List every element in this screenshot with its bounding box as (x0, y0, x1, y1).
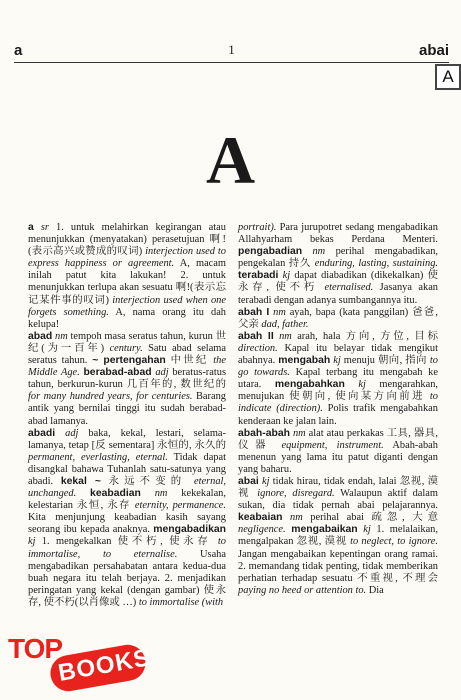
dictionary-entry (28, 428, 226, 609)
italic-gloss: the Middle Age. (28, 355, 226, 379)
italic-gloss: direction. (238, 342, 278, 354)
left-guide-word: a (14, 42, 23, 59)
dictionary-entry (238, 476, 438, 597)
definition-text: A, nama orang itu dah kelupa! (28, 306, 226, 330)
headword: berabad-abad (83, 367, 152, 379)
definition-text: alat atau perkakas 工具, 器具, 仪器 (238, 427, 438, 451)
page-header (14, 40, 449, 62)
definition-text: tempoh masa seratus tahun, kurun 世纪(为一百年) (28, 330, 226, 354)
watermark-books-text: BOOKS (56, 644, 153, 687)
italic-gloss: to neglect, to ignore. (350, 536, 438, 548)
definition-text: Kapal terbang itu mengabah ke utara. (238, 367, 438, 391)
dictionary-entry (238, 428, 438, 476)
headword: abad (28, 330, 53, 342)
definition-text: kekekalan, kelestarian 永恒, 永存 (28, 488, 226, 512)
definition-text: dapat diabadikan (dikekalkan) 使永存, 使不朽 (238, 270, 438, 294)
right-column (238, 222, 438, 597)
definition-text: tidak hirau, tidak endah, lalai 忽视, 漠视 (238, 475, 438, 500)
headword: mengabaikan (291, 524, 358, 536)
headword: mengabahkan (274, 379, 345, 391)
italic-gloss: eternalised. (324, 282, 374, 294)
italic-gloss: nm (269, 306, 290, 318)
headword: kekal ~ (60, 475, 101, 487)
definition-text: perihal mengabadikan, pengekalan 持久 (238, 246, 438, 270)
definition-text: 1. mengekalkan 使不朽, 使永存 (41, 536, 218, 548)
italic-gloss: kj (330, 355, 344, 367)
italic-gloss: enduring, lasting, sustaining. (314, 258, 438, 270)
watermark-top-text: TOP (8, 633, 63, 664)
definition-text: Walaupun aktif dalam sukan, dia tidak pernah abai pelajarannya. (238, 488, 438, 512)
definition-text: Jasanya akan terabadi dengan adanya sumbangannya itu. (238, 282, 439, 306)
headword: abah-abah (238, 427, 290, 439)
italic-gloss: sr (33, 222, 57, 233)
definition-text: 中世纪 (165, 355, 214, 367)
definition-text: 1. untuk melahirkan kegirangan atau menunjukkan (menyatakan) perasetujuan 啊!(表示高兴或赞成的叹词) (28, 222, 226, 258)
definition-text: Para jurupotret sedang mengabadikan Allahyarham bekas Perdana Menteri. (238, 222, 438, 246)
definition-text (76, 488, 90, 499)
italic-gloss: nm (289, 427, 309, 439)
thumb-index-tab (435, 64, 461, 90)
italic-gloss: century. (109, 342, 143, 354)
italic-gloss: for many hundred years, for centuries. (28, 391, 193, 403)
italic-gloss: negligence. (238, 524, 286, 536)
definition-text: Dia (366, 584, 384, 596)
italic-gloss: eternity, permanence. (134, 500, 226, 512)
italic-gloss: kj (28, 536, 42, 548)
definition-text: Kita menjunjung keabadian kasih sayang seorang ibu kepada anaknya. (28, 512, 226, 536)
italic-gloss: interjection used when one forgets something. (28, 294, 226, 318)
thumb-index-letter: A (437, 66, 459, 88)
italic-gloss: permanent, everlasting, eternal. (28, 451, 168, 463)
headword: keabadian (90, 488, 141, 500)
definition-text: Satu abad selama seratus tahun. (28, 342, 226, 367)
italic-gloss: kj (258, 475, 273, 487)
right-guide-word: abai (418, 42, 449, 59)
headword: keabaian (238, 512, 283, 524)
italic-gloss: adj (55, 427, 89, 439)
italic-gloss: nm (282, 512, 311, 524)
headword: terabadi (238, 270, 279, 282)
italic-gloss: kj (344, 379, 380, 391)
page-number: 1 (228, 42, 235, 57)
definition-text: Kapal itu belayar tidak mengikut abahnya. (238, 342, 438, 367)
italic-gloss: to go towards. (238, 355, 439, 379)
headword: mengabadikan (153, 524, 226, 536)
definition-text: Tidak dapat disangkal bahawa Tuhanlah satu-satunya yang abadi. (28, 451, 226, 487)
definition-text: perihal abai 疏忽, 大意 (310, 512, 438, 524)
headword: ~ pertengahan (92, 355, 166, 367)
definition-text: ayah, bapa (kata panggilan) 爸爸, 父亲 (238, 306, 438, 330)
definition-text: arah, hala 方向, 方位, 目标 (297, 330, 438, 342)
dictionary-entry (28, 331, 226, 428)
italic-gloss: portrait). (238, 222, 277, 233)
italic-gloss: paying no heed or attention to. (238, 584, 367, 596)
definition-text: Polis trafik mengabahkan kenderaan ke jalan lain. (238, 403, 438, 427)
italic-gloss: kj (357, 524, 377, 536)
italic-gloss: nm (302, 246, 336, 258)
italic-gloss: nm (273, 330, 298, 342)
headword: abah II (238, 330, 274, 342)
headword: mengabah (278, 355, 331, 367)
headword: abadi (28, 427, 56, 439)
definition-text: Usaha mengabadikan persahabatan antara kedua-dua buah negara itu telah berjaya. 2. menjadikan peringatan yang kekal (dengan gambar) 使永存, 使不朽(以肖像或 …) (28, 548, 226, 608)
headword: a (28, 222, 34, 233)
italic-gloss: nm (140, 488, 182, 500)
italic-gloss: eternal, unchanged. (28, 475, 226, 500)
section-letter: A (205, 122, 256, 198)
dictionary-entry (238, 222, 438, 307)
italic-gloss: dad, father. (261, 318, 309, 330)
definition-text: Barang antik yang bernilai tinggi itu sudah berabad-abad lamanya. (28, 391, 227, 427)
headword: abai (238, 475, 259, 487)
italic-gloss: to indicate (direction). (238, 391, 438, 415)
topbooks-watermark (0, 632, 174, 700)
italic-gloss: ignore, disregard. (257, 488, 335, 500)
italic-gloss: to immortalise (with (138, 596, 224, 608)
dictionary-entry (238, 307, 438, 331)
italic-gloss: adj (151, 367, 173, 379)
dictionary-entry (238, 331, 438, 428)
definition-text: A, macam inilah patut kita lakukan! 2. untuk menunjukkan terlupa akan sesuatu 啊!(表示忘记某件事的叹词) (28, 258, 226, 306)
header-rule (14, 62, 449, 63)
headword: abah I (238, 306, 270, 318)
left-column (28, 222, 226, 609)
definition-text: beratus-ratus tahun, berkurun-kurun 几百年的, 数世纪的 (28, 367, 226, 391)
definition-text: Jangan mengabaikan kepentingan orang ramai. 2. memandang tidak penting, tidak memberikan perhatian terhadap sesuatu 不重视, 不理会 (238, 548, 438, 584)
definition-text: Abah-abah menenun yang lama itu patut diganti dengan yang baharu. (238, 439, 438, 475)
definition-text: mengarahkan, menujukan 使朝向, 使向某方向前进 (238, 379, 438, 403)
definition-text: baka, kekal, lestari, selama-lamanya, tetap [反 sementara] 永恒的, 永久的 (28, 427, 226, 451)
headword: pengabadian (238, 246, 303, 258)
definition-text: 永远不变的 (100, 475, 194, 487)
italic-gloss: kj (278, 270, 295, 282)
dictionary-entry (28, 222, 226, 331)
italic-gloss: nm (52, 330, 71, 342)
italic-gloss: equipment, instrument. (281, 439, 384, 451)
italic-gloss: interjection used to express happiness or agreement. (28, 246, 226, 270)
italic-gloss: to immortalise, to eternalise. (28, 536, 226, 560)
definition-text: menuju 朝向, 指向 (343, 355, 430, 367)
definition-text: 1. melalaikan, mengalpakan 忽视, 漠视 (238, 524, 438, 548)
